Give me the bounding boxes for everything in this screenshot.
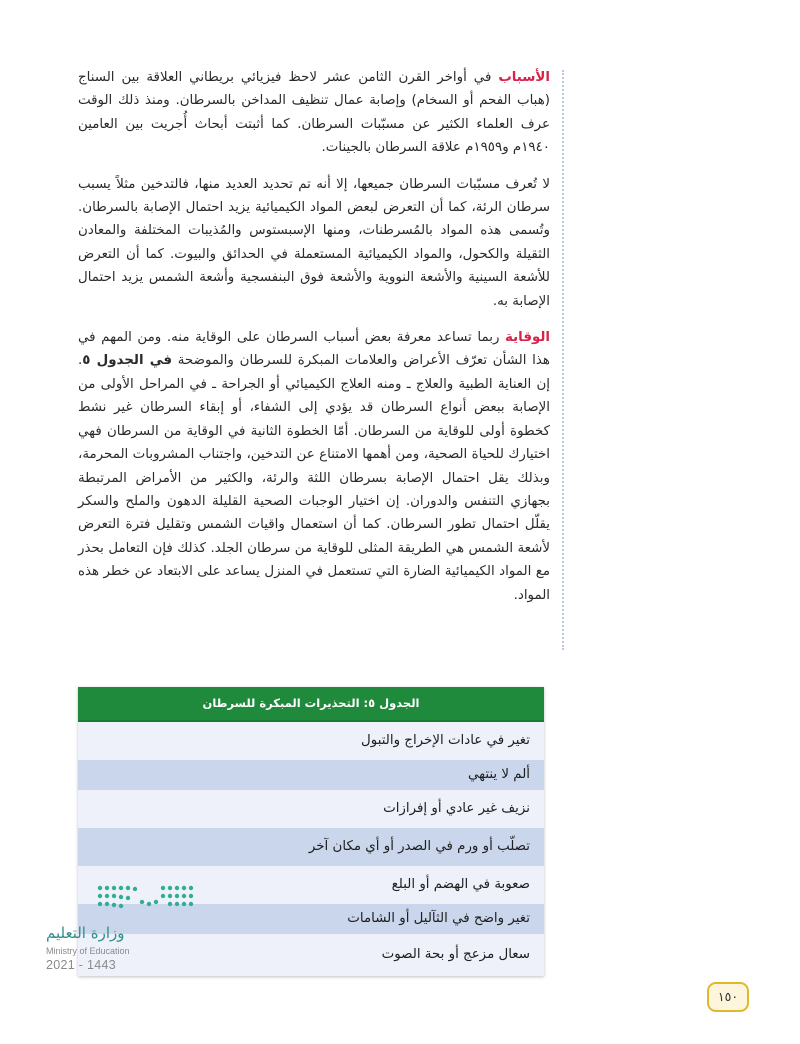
heading-prevention: الوقاية xyxy=(505,330,550,346)
table-row: نزيف غير عادي أو إفرازات xyxy=(78,790,544,828)
page-number: ١٥٠ xyxy=(707,982,749,1012)
ministry-dots-icon xyxy=(96,880,196,916)
paragraph-prevention-text-after: . إن العناية الطبية والعلاج ـ ومنه العلاج الكيميائي أو الجراحة ـ في المراحل الأولى من الإصابة ببعض أنواع السرطان قد يؤدي إلى الشفاء، أو إبقاء السرطان غير نشط كخطوة أولى للوقاية من السرطان. أمّا الخطوة الثانية في الوقاية من السرطان فهي اختيارك للحياة الصحية، ومن أهمها الامتناع عن التدخين، واجتناب المشروبات المحرمة، وبذلك يقل احتمال الإصابة بسرطان اللثة والرئة، والكثير من الأمراض المرتبطة بجهازي التنفس والدوران. إن اختيار الوجبات الصحية القليلة الدهون والملح والسكر يقلّل احتمال تطور السرطان. كما أن استعمال واقيات الشمس وتقليل فترة التعرض لأشعة الشمس هي الطريقة المثلى للوقاية من سرطان الجلد. كذلك فإن التعامل بحذر مع المواد الكيميائية الضارة التي تستعمل في المنزل يساعد على الابتعاد عن خطر هذه المواد. xyxy=(78,353,550,603)
table-row: تصلّب أو ورم في الصدر أو أي مكان آخر xyxy=(78,828,544,866)
paragraph-prevention-text-before: ربما تساعد معرفة بعض أسباب السرطان على الوقاية منه. ومن المهم في هذا الشأن تعرّف الأعراض والعلامات المبكرة للسرطان والموضحة xyxy=(78,330,550,369)
table-row: ألم لا ينتهي xyxy=(78,760,544,790)
main-text-column xyxy=(78,66,550,620)
heading-causes: الأسباب xyxy=(498,70,550,85)
table-row: سعال مزعج أو بحة الصوت xyxy=(78,934,544,976)
paragraph-causes-text: في أواخر القرن الثامن عشر لاحظ فيزيائي بريطاني العلاقة بين السناج (هباب الفحم أو السخام) وإصابة عمال تنظيف المداخن بالسرطان. ومنذ ذلك الوقت عرف العلماء الكثير عن مسبّبات السرطان. كما أثبتت أبحاث أُجريت بين العامين ١٩٤٠م و١٩٥٩م علاقة السرطان بالجينات. xyxy=(78,70,550,156)
table-row: تغير في عادات الإخراج والتبول xyxy=(78,722,544,760)
ministry-name-english: Ministry of Education xyxy=(46,946,130,956)
table-row: تغير واضح في الثآليل أو الشامات xyxy=(78,904,544,934)
paragraph-causes xyxy=(78,66,550,160)
ministry-name-arabic: وزارة التعليم xyxy=(46,924,125,942)
table-reference: في الجدول ٥ xyxy=(82,353,173,369)
table-title: الجدول ٥: التحذيرات المبكرة للسرطان xyxy=(78,687,544,722)
ministry-logo xyxy=(44,880,204,980)
ministry-year: 2021 - 1443 xyxy=(46,958,117,972)
table-row: صعوبة في الهضم أو البلع xyxy=(78,866,544,904)
paragraph-prevention xyxy=(78,326,550,607)
paragraph-unknown-causes: لا تُعرف مسبّبات السرطان جميعها، إلا أنه تم تحديد العديد منها، فالتدخين مثلاً يسبب سرطان الرئة، كما أن التعرض لبعض المواد الكيميائية يزيد احتمال الإصابة بالسرطان. وتُسمى هذه المواد بالمُسرطنات، ومنها الإسبستوس والمُذيبات المختلفة والمعادن الثقيلة والكحول، والمواد الكيميائية المستعملة في الحدائق والبيوت. كما أن التعرض للأشعة السينية والأشعة النووية والأشعة فوق البنفسجية وأشعة الشمس يزيد احتمال الإصابة به. xyxy=(78,176,550,309)
margin-dotted-rule xyxy=(562,70,564,650)
